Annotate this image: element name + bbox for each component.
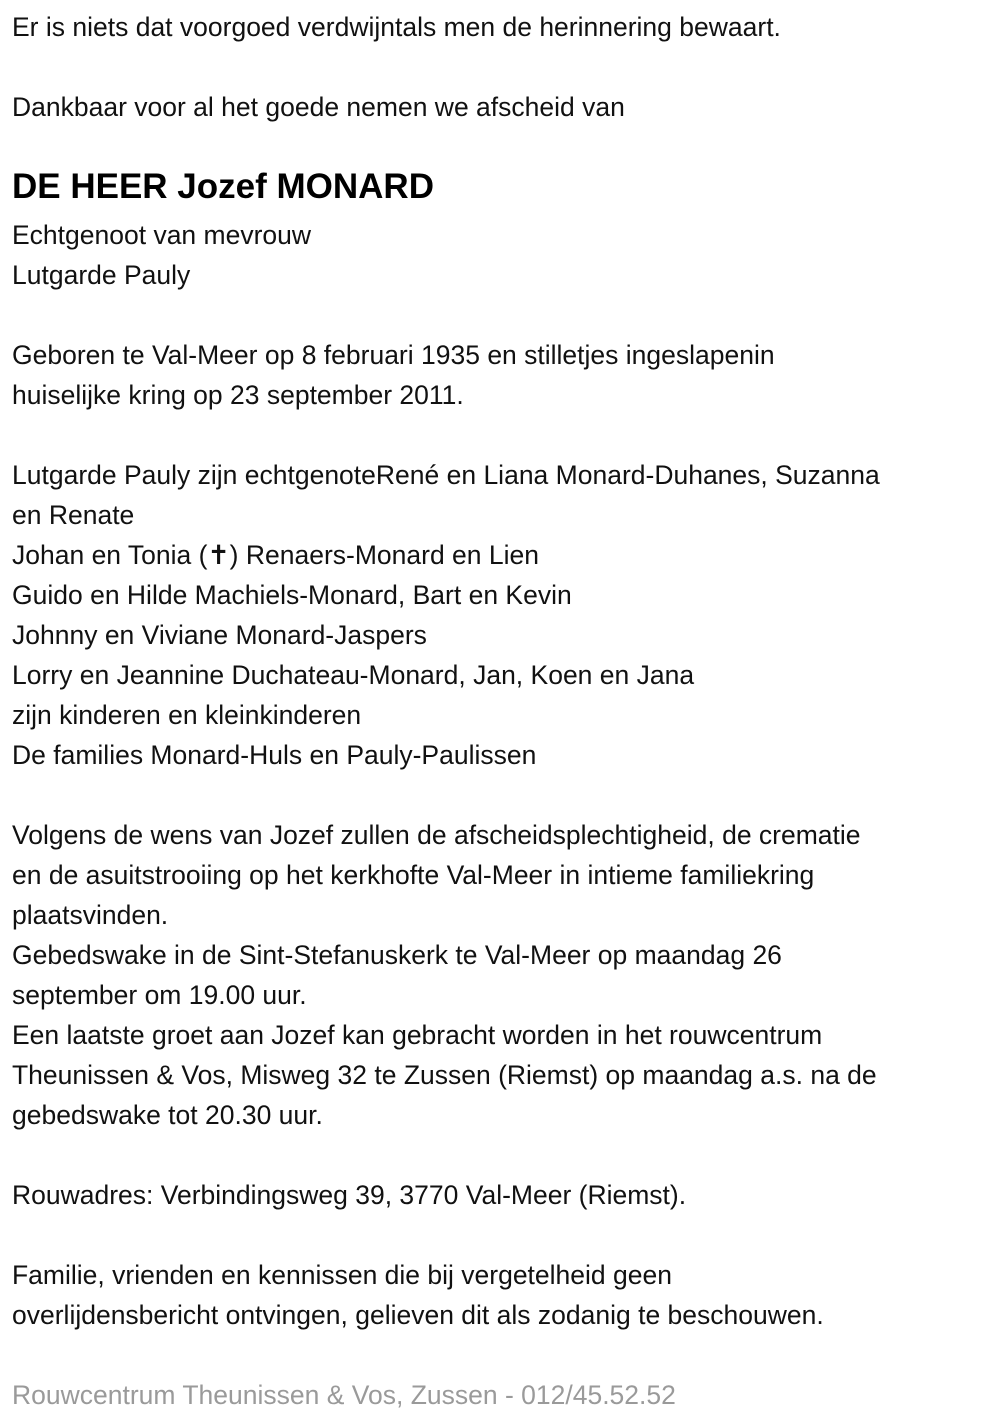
family-line: en Renate [12, 500, 135, 530]
intro-thanks: Dankbaar voor al het goede nemen we afscheid van [12, 92, 625, 122]
birth-death-line: Geboren te Val-Meer op 8 februari 1935 en stilletjes ingeslapenin [12, 340, 775, 370]
birth-death-line: huiselijke kring op 23 september 2011. [12, 380, 464, 410]
family-line: De families Monard-Huls en Pauly-Paulissen [12, 740, 537, 770]
spacer [12, 1215, 1000, 1255]
deceased-name: DE HEER Jozef MONARD [12, 167, 434, 206]
spacer [12, 775, 1000, 815]
intro-quote: Er is niets dat voorgoed verdwijntals men de herinnering bewaart. [12, 12, 781, 42]
ceremony-line: september om 19.00 uur. [12, 980, 307, 1010]
spacer [12, 1335, 1000, 1375]
ceremony-line: Volgens de wens van Jozef zullen de afscheidsplechtigheid, de crematie [12, 820, 861, 850]
spacer [12, 1135, 1000, 1175]
family-line: Lutgarde Pauly zijn echtgenoteRené en Liana Monard-Duhanes, Suzanna [12, 460, 880, 490]
ceremony-line: Theunissen & Vos, Misweg 32 te Zussen (Riemst) op maandag a.s. na de [12, 1060, 877, 1090]
spacer [12, 47, 1000, 87]
spacer [12, 415, 1000, 455]
notice-line: overlijdensbericht ontvingen, gelieven dit als zodanig te beschouwen. [12, 1300, 824, 1330]
ceremony-line: plaatsvinden. [12, 900, 169, 930]
family-line: Guido en Hilde Machiels-Monard, Bart en Kevin [12, 580, 572, 610]
address-line: Rouwadres: Verbindingsweg 39, 3770 Val-Meer (Riemst). [12, 1180, 687, 1210]
family-line: Johan en Tonia (✝) Renaers-Monard en Lien [12, 540, 539, 570]
family-line: Johnny en Viviane Monard-Jaspers [12, 620, 427, 650]
family-line: zijn kinderen en kleinkinderen [12, 700, 362, 730]
spacer [12, 295, 1000, 335]
funeral-home-footer: Rouwcentrum Theunissen & Vos, Zussen - 012/45.52.52 [12, 1380, 676, 1410]
family-line: Lorry en Jeannine Duchateau-Monard, Jan, Koen en Jana [12, 660, 695, 690]
spouse-line: Lutgarde Pauly [12, 260, 191, 290]
spouse-line: Echtgenoot van mevrouw [12, 220, 312, 250]
ceremony-line: Een laatste groet aan Jozef kan gebracht worden in het rouwcentrum [12, 1020, 823, 1050]
ceremony-line: en de asuitstrooiing op het kerkhofte Val-Meer in intieme familiekring [12, 860, 815, 890]
ceremony-line: Gebedswake in de Sint-Stefanuskerk te Val-Meer op maandag 26 [12, 940, 782, 970]
ceremony-line: gebedswake tot 20.30 uur. [12, 1100, 323, 1130]
notice-line: Familie, vrienden en kennissen die bij vergetelheid geen [12, 1260, 672, 1290]
